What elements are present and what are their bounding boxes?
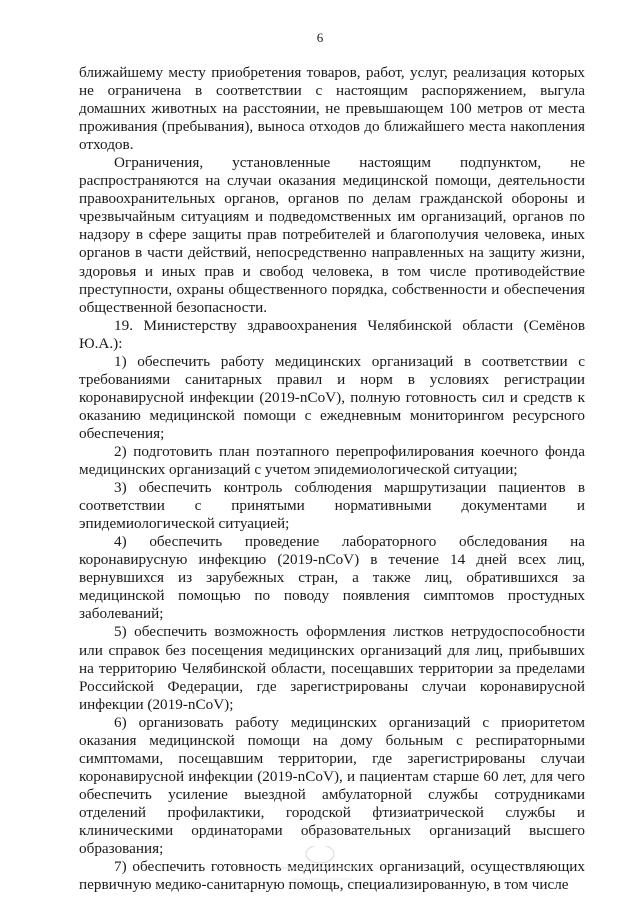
- paragraph-subitem-2: 2) подготовить план поэтапного перепрофилирования коечного фонда медицинских организаций с учетом эпидемиологической ситуации;: [79, 442, 585, 479]
- paragraph-subitem-4: 4) обеспечить проведение лабораторного обследования на коронавирусную инфекцию (2019-nCoV) в течение 14 дней всех лиц, вернувшихся из зарубежных стран, а также лиц, обратившихся за медицинской помощью по поводу появления симптомов простудных заболеваний;: [79, 533, 585, 623]
- paragraph-subitem-7: 7) обеспечить готовность медицинских организаций, осуществляющих первичную медико-санитарную помощь, специализированную, в том числе: [79, 858, 585, 894]
- document-body: [79, 64, 585, 894]
- paragraph-item-19: 19. Министерству здравоохранения Челябинской области (Семёнов Ю.А.):: [79, 316, 585, 352]
- faint-stamp-mark: [262, 846, 382, 886]
- paragraph-subitem-6: 6) организовать работу медицинских организаций с приоритетом оказания медицинской помощи на дому больным с респираторными симптомами, посещавшим территории, где зарегистрированы случаи коронавирусной инфекции (2019-nCoV), и пациентам старше 60 лет, для чего обеспечить усиление выездной амбулаторной службы сотрудниками отделений профилактики, городской фтизиатрической службы и клиническими ординаторами образовательных организаций высшего образования;: [79, 713, 585, 858]
- paragraph-continuation: ближайшему месту приобретения товаров, работ, услуг, реализация которых не ограничена в соответствии с настоящим распоряжением, выгула домашних животных на расстоянии, не превышающем 100 метров от места проживания (пребывания), выноса отходов до ближайшего места накопления отходов.: [79, 64, 585, 154]
- page-number: 6: [316, 30, 324, 45]
- paragraph-exceptions: Ограничения, установленные настоящим подпунктом, не распространяются на случаи оказания медицинской помощи, деятельности правоохранительных органов, органов по делам гражданской обороны и чрезвычайным ситуациям и подведомственных им организаций, органов по надзору в сфере защиты прав потребителей и благополучия человека, иных органов в части действий, непосредственно направленных на защиту жизни, здоровья и иных прав и свобод человека, в том числе противодействие преступности, охраны общественного порядка, собственности и обеспечения общественной безопасности.: [79, 154, 585, 316]
- paragraph-subitem-1: 1) обеспечить работу медицинских организаций в соответствии с требованиями санитарных правил и норм в условиях регистрации коронавирусной инфекции (2019-nCoV), полную готовность сил и средств к оказанию медицинской помощи с ежедневным мониторингом ресурсного обеспечения;: [79, 352, 585, 442]
- paragraph-subitem-3: 3) обеспечить контроль соблюдения маршрутизации пациентов в соответствии с принятыми нормативными документами и эпидемиологической ситуацией;: [79, 479, 585, 533]
- paragraph-subitem-5: 5) обеспечить возможность оформления листков нетрудоспособности или справок без посещения медицинских организаций для лиц, прибывших на территорию Челябинской области, посещавших территории за пределами Российской Федерации, где зарегистрированы случаи коронавирусной инфекции (2019-nCoV);: [79, 623, 585, 713]
